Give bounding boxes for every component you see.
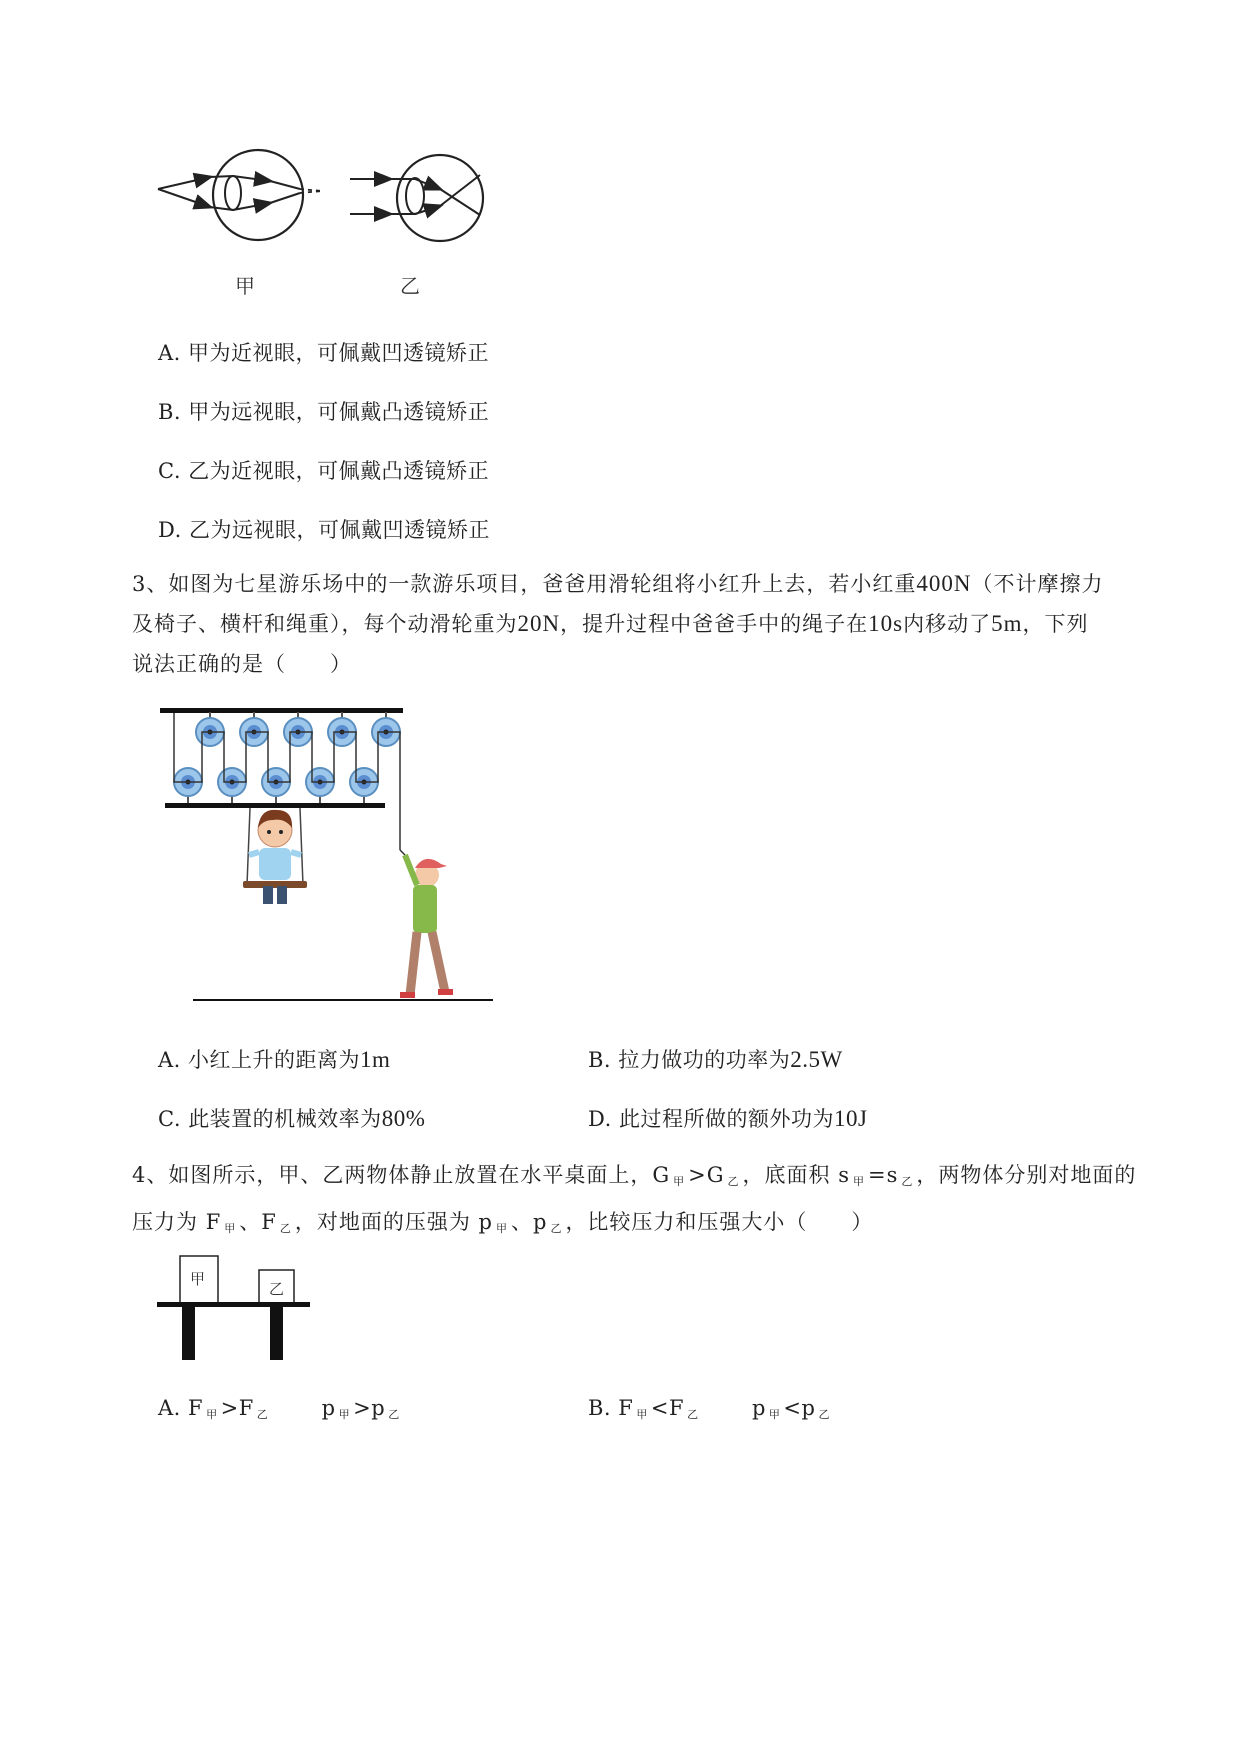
block-label-yi: 乙 xyxy=(269,1280,285,1298)
q2-option-b[interactable] xyxy=(158,396,489,426)
subscript: 乙 xyxy=(388,1408,400,1421)
subscript: 甲 xyxy=(206,1408,218,1421)
option-letter: C. xyxy=(158,459,181,483)
stem-text: ，底面积 xyxy=(742,1163,831,1187)
option-text: 小红上升的距离为 xyxy=(188,1048,361,1072)
man-figure xyxy=(400,850,453,998)
movable-pulleys xyxy=(174,768,378,803)
q4-line-1 xyxy=(132,1155,1137,1202)
option-letter: D. xyxy=(158,518,182,542)
operator: < xyxy=(650,1396,669,1420)
operator: > xyxy=(220,1396,239,1420)
question-number: 3、 xyxy=(132,572,169,596)
fixed-pulleys xyxy=(196,712,400,746)
subscript: 乙 xyxy=(727,1175,740,1188)
q2-option-d[interactable] xyxy=(158,514,490,544)
symbol: F xyxy=(205,1210,222,1234)
q4-stem xyxy=(132,1155,1137,1249)
symbol: p xyxy=(321,1396,336,1420)
subscript: 甲 xyxy=(673,1175,686,1188)
option-text: 乙为近视眼，可佩戴凸透镜矫正 xyxy=(188,459,490,483)
option-text: 甲为远视眼，可佩戴凸透镜矫正 xyxy=(188,400,490,424)
figure-label-yi: 乙 xyxy=(400,274,420,298)
figure-label-jia: 甲 xyxy=(235,274,255,298)
subscript: 乙 xyxy=(687,1408,699,1421)
subscript: 甲 xyxy=(853,1175,866,1188)
symbol: G xyxy=(706,1163,725,1187)
stem-text: ，两物体分别对地面的 xyxy=(916,1163,1137,1187)
operator: = xyxy=(868,1163,887,1187)
subscript: 乙 xyxy=(279,1222,292,1235)
q3-option-d[interactable] xyxy=(588,1103,867,1133)
operator: > xyxy=(353,1396,372,1420)
option-text: 甲为近视眼，可佩戴凹透镜矫正 xyxy=(188,341,490,365)
option-letter: B. xyxy=(588,1396,612,1420)
stem-text: ，提升过程中爸爸手中的绳子在 xyxy=(560,612,869,636)
q3-option-b[interactable] xyxy=(588,1044,843,1074)
q2-option-c[interactable] xyxy=(158,455,489,485)
eye-diagram-figure xyxy=(150,145,550,320)
option-letter: B. xyxy=(588,1048,612,1072)
symbol: s xyxy=(838,1163,851,1187)
stem-text: 如图所示，甲、乙两物体静止放置在水平桌面上， xyxy=(168,1163,653,1187)
option-text: 乙为远视眼，可佩戴凹透镜矫正 xyxy=(188,518,490,542)
table-blocks-figure xyxy=(150,1250,320,1365)
symbol: F xyxy=(261,1210,277,1234)
symbol: p xyxy=(801,1396,816,1420)
q3-option-c[interactable] xyxy=(158,1103,425,1133)
stem-text: 如图为七星游乐场中的一款游乐项目，爸爸用滑轮组将小红升上去，若小红重 xyxy=(168,572,917,596)
subscript: 甲 xyxy=(768,1408,781,1421)
option-value: 80% xyxy=(381,1106,426,1131)
symbol: p xyxy=(532,1210,548,1234)
q4-line-2 xyxy=(132,1202,1042,1249)
option-letter: A. xyxy=(158,341,181,365)
q4-option-a[interactable] xyxy=(158,1396,403,1422)
operator: > xyxy=(688,1163,707,1187)
child-figure xyxy=(243,810,307,904)
math-value: 20N xyxy=(517,611,561,636)
separator: 、 xyxy=(510,1210,533,1234)
q3-line-1 xyxy=(132,564,1104,604)
option-letter: A. xyxy=(158,1396,181,1420)
operator: < xyxy=(783,1396,802,1420)
math-value: 400N xyxy=(916,571,972,596)
q3-option-a[interactable] xyxy=(158,1044,390,1074)
subscript: 乙 xyxy=(550,1222,563,1235)
symbol: F xyxy=(188,1396,204,1420)
stem-text: ，下列 xyxy=(1022,612,1089,636)
symbol: F xyxy=(238,1396,254,1420)
eye-jia xyxy=(158,150,322,240)
q3-line-2 xyxy=(132,604,1089,644)
q4-option-b[interactable] xyxy=(588,1396,833,1422)
option-letter: A. xyxy=(158,1048,181,1072)
option-letter: C. xyxy=(158,1107,181,1131)
math-value: 10s xyxy=(868,611,904,636)
option-letter: D. xyxy=(588,1107,612,1131)
option-value: 2.5W xyxy=(790,1047,843,1072)
stem-text: ，对地面的压强为 xyxy=(294,1210,471,1234)
question-number: 4、 xyxy=(132,1163,169,1187)
subscript: 甲 xyxy=(224,1222,237,1235)
block-label-jia: 甲 xyxy=(190,1270,206,1288)
subscript: 乙 xyxy=(256,1408,269,1421)
subscript: 甲 xyxy=(636,1408,648,1421)
symbol: F xyxy=(618,1396,634,1420)
stem-text: 及椅子、横杆和绳重），每个动滑轮重为 xyxy=(132,612,518,636)
symbol: F xyxy=(668,1396,685,1420)
symbol: p xyxy=(751,1396,766,1420)
option-value: 1m xyxy=(360,1047,391,1072)
option-text: 此装置的机械效率为 xyxy=(188,1107,382,1131)
option-value: 10J xyxy=(833,1106,868,1131)
subscript: 乙 xyxy=(901,1175,914,1188)
option-text: 拉力做功的功率为 xyxy=(618,1048,791,1072)
stem-text: ，比较压力和压强大小（ ） xyxy=(565,1210,874,1234)
symbol: p xyxy=(478,1210,493,1234)
symbol: G xyxy=(652,1163,671,1187)
symbol: p xyxy=(371,1396,386,1420)
stem-text: 内移动了 xyxy=(903,612,992,636)
symbol: s xyxy=(886,1163,899,1187)
q3-stem xyxy=(132,564,1104,684)
stem-text: 压力为 xyxy=(132,1210,198,1234)
subscript: 甲 xyxy=(495,1222,508,1235)
stem-text: 说法正确的是（ ） xyxy=(132,652,352,676)
q2-option-a[interactable] xyxy=(158,337,489,367)
eye-yi xyxy=(350,155,483,241)
separator: 、 xyxy=(239,1210,262,1234)
pulley-system-figure xyxy=(155,700,505,1010)
math-value: 5m xyxy=(991,611,1023,636)
stem-text: （不计摩擦力 xyxy=(971,572,1104,596)
subscript: 乙 xyxy=(818,1408,830,1421)
option-text: 此过程所做的额外功为 xyxy=(618,1107,834,1131)
option-letter: B. xyxy=(158,400,182,424)
subscript: 甲 xyxy=(338,1408,351,1421)
q3-line-3 xyxy=(132,644,1042,684)
